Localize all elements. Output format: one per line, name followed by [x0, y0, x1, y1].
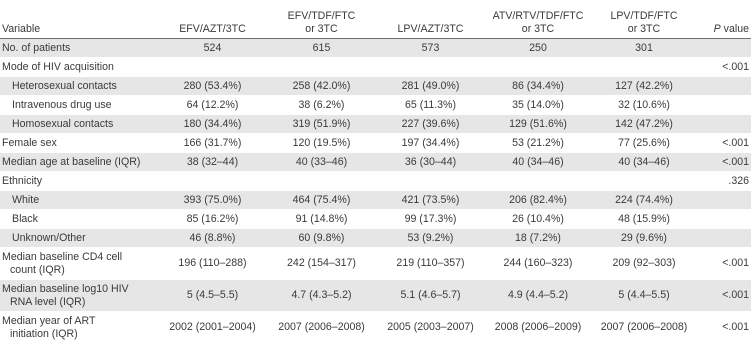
cell-value: 53 (21.2%) [512, 136, 564, 149]
header-col-5-line2: or 3TC [627, 22, 661, 35]
cell-value: 4.7 (4.3–5.2) [267, 280, 376, 312]
cell-value: 227 (39.6%) [376, 115, 485, 134]
cell-value [485, 58, 591, 77]
cell-value: 48 (15.9%) [618, 212, 670, 225]
row-label-line: RNA level (IQR) [10, 295, 86, 308]
cell-value: 40 (34–46) [485, 153, 591, 172]
cell-value: 224 (74.4%) [591, 191, 697, 210]
table-row [0, 191, 751, 210]
cell-value: 5 (4.4–5.5) [591, 280, 697, 312]
row-label [0, 210, 158, 229]
header-p-value [697, 0, 751, 39]
row-label-line: Median baseline CD4 cell [2, 251, 123, 263]
cell-p-value: <.001 [722, 257, 749, 270]
header-col-4-line2: or 3TC [521, 22, 555, 35]
cell-p-value: <.001 [722, 321, 749, 334]
cell-p-value [697, 115, 751, 134]
row-label-line: Median baseline log10 HIV [2, 283, 129, 295]
cell-value [158, 172, 267, 191]
row-label [0, 134, 158, 153]
cell-value: 464 (75.4%) [267, 191, 376, 210]
cell-value: 206 (82.4%) [485, 191, 591, 210]
header-col-1 [158, 0, 267, 39]
table-row [0, 229, 751, 248]
cell-value: 120 (19.5%) [292, 136, 351, 149]
cell-value: 166 (31.7%) [183, 136, 242, 149]
row-label [0, 153, 158, 172]
row-label-line: Ethnicity [2, 174, 43, 187]
row-label-line: initiation (IQR) [10, 327, 78, 340]
cell-value: 86 (34.4%) [485, 77, 591, 96]
cell-value [376, 172, 485, 191]
table-row [0, 96, 751, 115]
cell-value: 142 (47.2%) [591, 115, 697, 134]
row-label [0, 172, 158, 191]
cell-p-value: <.001 [697, 280, 751, 312]
cell-p-value [697, 39, 751, 58]
row-label [0, 312, 158, 344]
row-label-line: Median age at baseline (IQR) [2, 155, 141, 168]
table-row [0, 153, 751, 172]
header-p-italic: P [713, 22, 721, 35]
cell-value: 2007 (2006–2008) [600, 321, 688, 334]
row-label [0, 115, 158, 134]
cell-value: 196 (110–288) [178, 257, 247, 270]
row-label-line: Median year of ART [2, 315, 96, 327]
cell-value: 281 (49.0%) [376, 77, 485, 96]
row-label [0, 280, 158, 312]
cell-value: 77 (25.6%) [618, 136, 670, 149]
table-row [0, 312, 751, 344]
cell-p-value [697, 210, 751, 229]
cell-value: 4.9 (4.4–5.2) [485, 280, 591, 312]
header-col-3-line2: LPV/AZT/3TC [397, 22, 464, 35]
cell-value: 29 (9.6%) [591, 229, 697, 248]
cell-value: 244 (160–323) [503, 257, 573, 270]
cell-value: 35 (14.0%) [512, 98, 564, 111]
cell-value: 421 (73.5%) [376, 191, 485, 210]
cell-value: 393 (75.0%) [158, 191, 267, 210]
cell-p-value [697, 229, 751, 248]
row-label-line: Heterosexual contacts [12, 79, 117, 92]
row-label-line: Black [12, 212, 38, 225]
cell-value: 615 [267, 39, 376, 58]
cell-value: 209 (92–303) [612, 257, 676, 270]
cell-p-value [697, 191, 751, 210]
row-label-line: Intravenous drug use [12, 98, 112, 111]
cell-value: 301 [591, 39, 697, 58]
cell-value: 2007 (2006–2008) [278, 321, 365, 334]
header-p-suffix: value [720, 22, 749, 35]
cell-value: 65 (11.3%) [404, 98, 457, 111]
row-label-line: Unknown/Other [12, 231, 86, 244]
row-label-line: No. of patients [2, 41, 71, 54]
cell-value: 60 (9.8%) [267, 229, 376, 248]
row-label [0, 58, 158, 77]
table-row [0, 77, 751, 96]
cell-value [591, 172, 697, 191]
row-label-line: Female sex [2, 136, 57, 149]
row-label-line: Homosexual contacts [12, 117, 114, 130]
row-label-line: count (IQR) [10, 263, 65, 276]
table-row [0, 134, 751, 153]
cell-value: 219 (110–357) [396, 257, 465, 270]
cell-p-value: .326 [728, 174, 749, 187]
cell-value [267, 58, 376, 77]
cell-value [485, 172, 591, 191]
cell-value [158, 58, 267, 77]
cell-value: 280 (53.4%) [158, 77, 267, 96]
cell-value [267, 172, 376, 191]
row-label-line: White [12, 193, 40, 206]
cell-value: 26 (10.4%) [512, 212, 564, 225]
header-col-2-line2: or 3TC [305, 22, 338, 35]
cell-value: 53 (9.2%) [376, 229, 485, 248]
cell-value: 32 (10.6%) [618, 98, 670, 111]
table-header [0, 0, 751, 39]
cell-p-value [697, 96, 751, 115]
table-row [0, 248, 751, 280]
row-label [0, 248, 158, 280]
cell-value: 129 (51.6%) [485, 115, 591, 134]
cell-value: 250 [485, 39, 591, 58]
cell-value: 40 (33–46) [267, 153, 376, 172]
cell-value: 242 (154–317) [287, 257, 356, 270]
cell-p-value [697, 77, 751, 96]
row-label [0, 39, 158, 58]
cell-value: 91 (14.8%) [295, 212, 348, 225]
cell-value: 38 (6.2%) [298, 98, 345, 111]
table-row [0, 39, 751, 58]
cell-p-value: <.001 [722, 136, 749, 149]
table-row [0, 280, 751, 312]
header-col-5 [591, 0, 697, 39]
cell-value: 180 (34.4%) [158, 115, 267, 134]
row-label [0, 191, 158, 210]
cell-value: 18 (7.2%) [485, 229, 591, 248]
cell-value [591, 58, 697, 77]
cell-value: 127 (42.2%) [591, 77, 697, 96]
cell-value: 40 (34–46) [591, 153, 697, 172]
header-col-4-line1: ATV/RTV/TDF/FTC [492, 10, 584, 22]
table-row [0, 172, 751, 191]
cell-value: 2002 (2001–2004) [169, 321, 256, 334]
cell-value: 2008 (2006–2009) [494, 321, 582, 334]
cell-p-value: <.001 [722, 60, 749, 73]
cell-value: 99 (17.3%) [404, 212, 457, 225]
row-label [0, 77, 158, 96]
cell-value: 2005 (2003–2007) [387, 321, 474, 334]
header-col-5-line1: LPV/TDF/FTC [610, 10, 678, 22]
cell-value: 573 [376, 39, 485, 58]
cell-value: 64 (12.2%) [186, 98, 239, 111]
cell-value: 319 (51.9%) [267, 115, 376, 134]
cell-value: 197 (34.4%) [401, 136, 460, 149]
header-variable: Variable [0, 0, 158, 39]
cell-value: 5.1 (4.6–5.7) [376, 280, 485, 312]
header-col-1-line2: EFV/AZT/3TC [179, 22, 246, 35]
table-row [0, 58, 751, 77]
row-label [0, 229, 158, 248]
cell-value: 524 [158, 39, 267, 58]
header-row [0, 0, 751, 39]
table-row [0, 210, 751, 229]
cell-value [376, 58, 485, 77]
cell-value: 38 (32–44) [158, 153, 267, 172]
cell-p-value: <.001 [697, 153, 751, 172]
header-col-2-line1: EFV/TDF/FTC [287, 10, 356, 22]
header-col-3 [376, 0, 485, 39]
cell-value: 258 (42.0%) [267, 77, 376, 96]
cell-value: 36 (30–44) [376, 153, 485, 172]
row-label [0, 96, 158, 115]
header-col-4 [485, 0, 591, 39]
header-col-2 [267, 0, 376, 39]
cell-value: 46 (8.8%) [158, 229, 267, 248]
cell-value: 5 (4.5–5.5) [158, 280, 267, 312]
table-body [0, 39, 751, 344]
cell-value: 85 (16.2%) [186, 212, 239, 225]
table-row [0, 115, 751, 134]
row-label-line: Mode of HIV acquisition [2, 60, 114, 73]
